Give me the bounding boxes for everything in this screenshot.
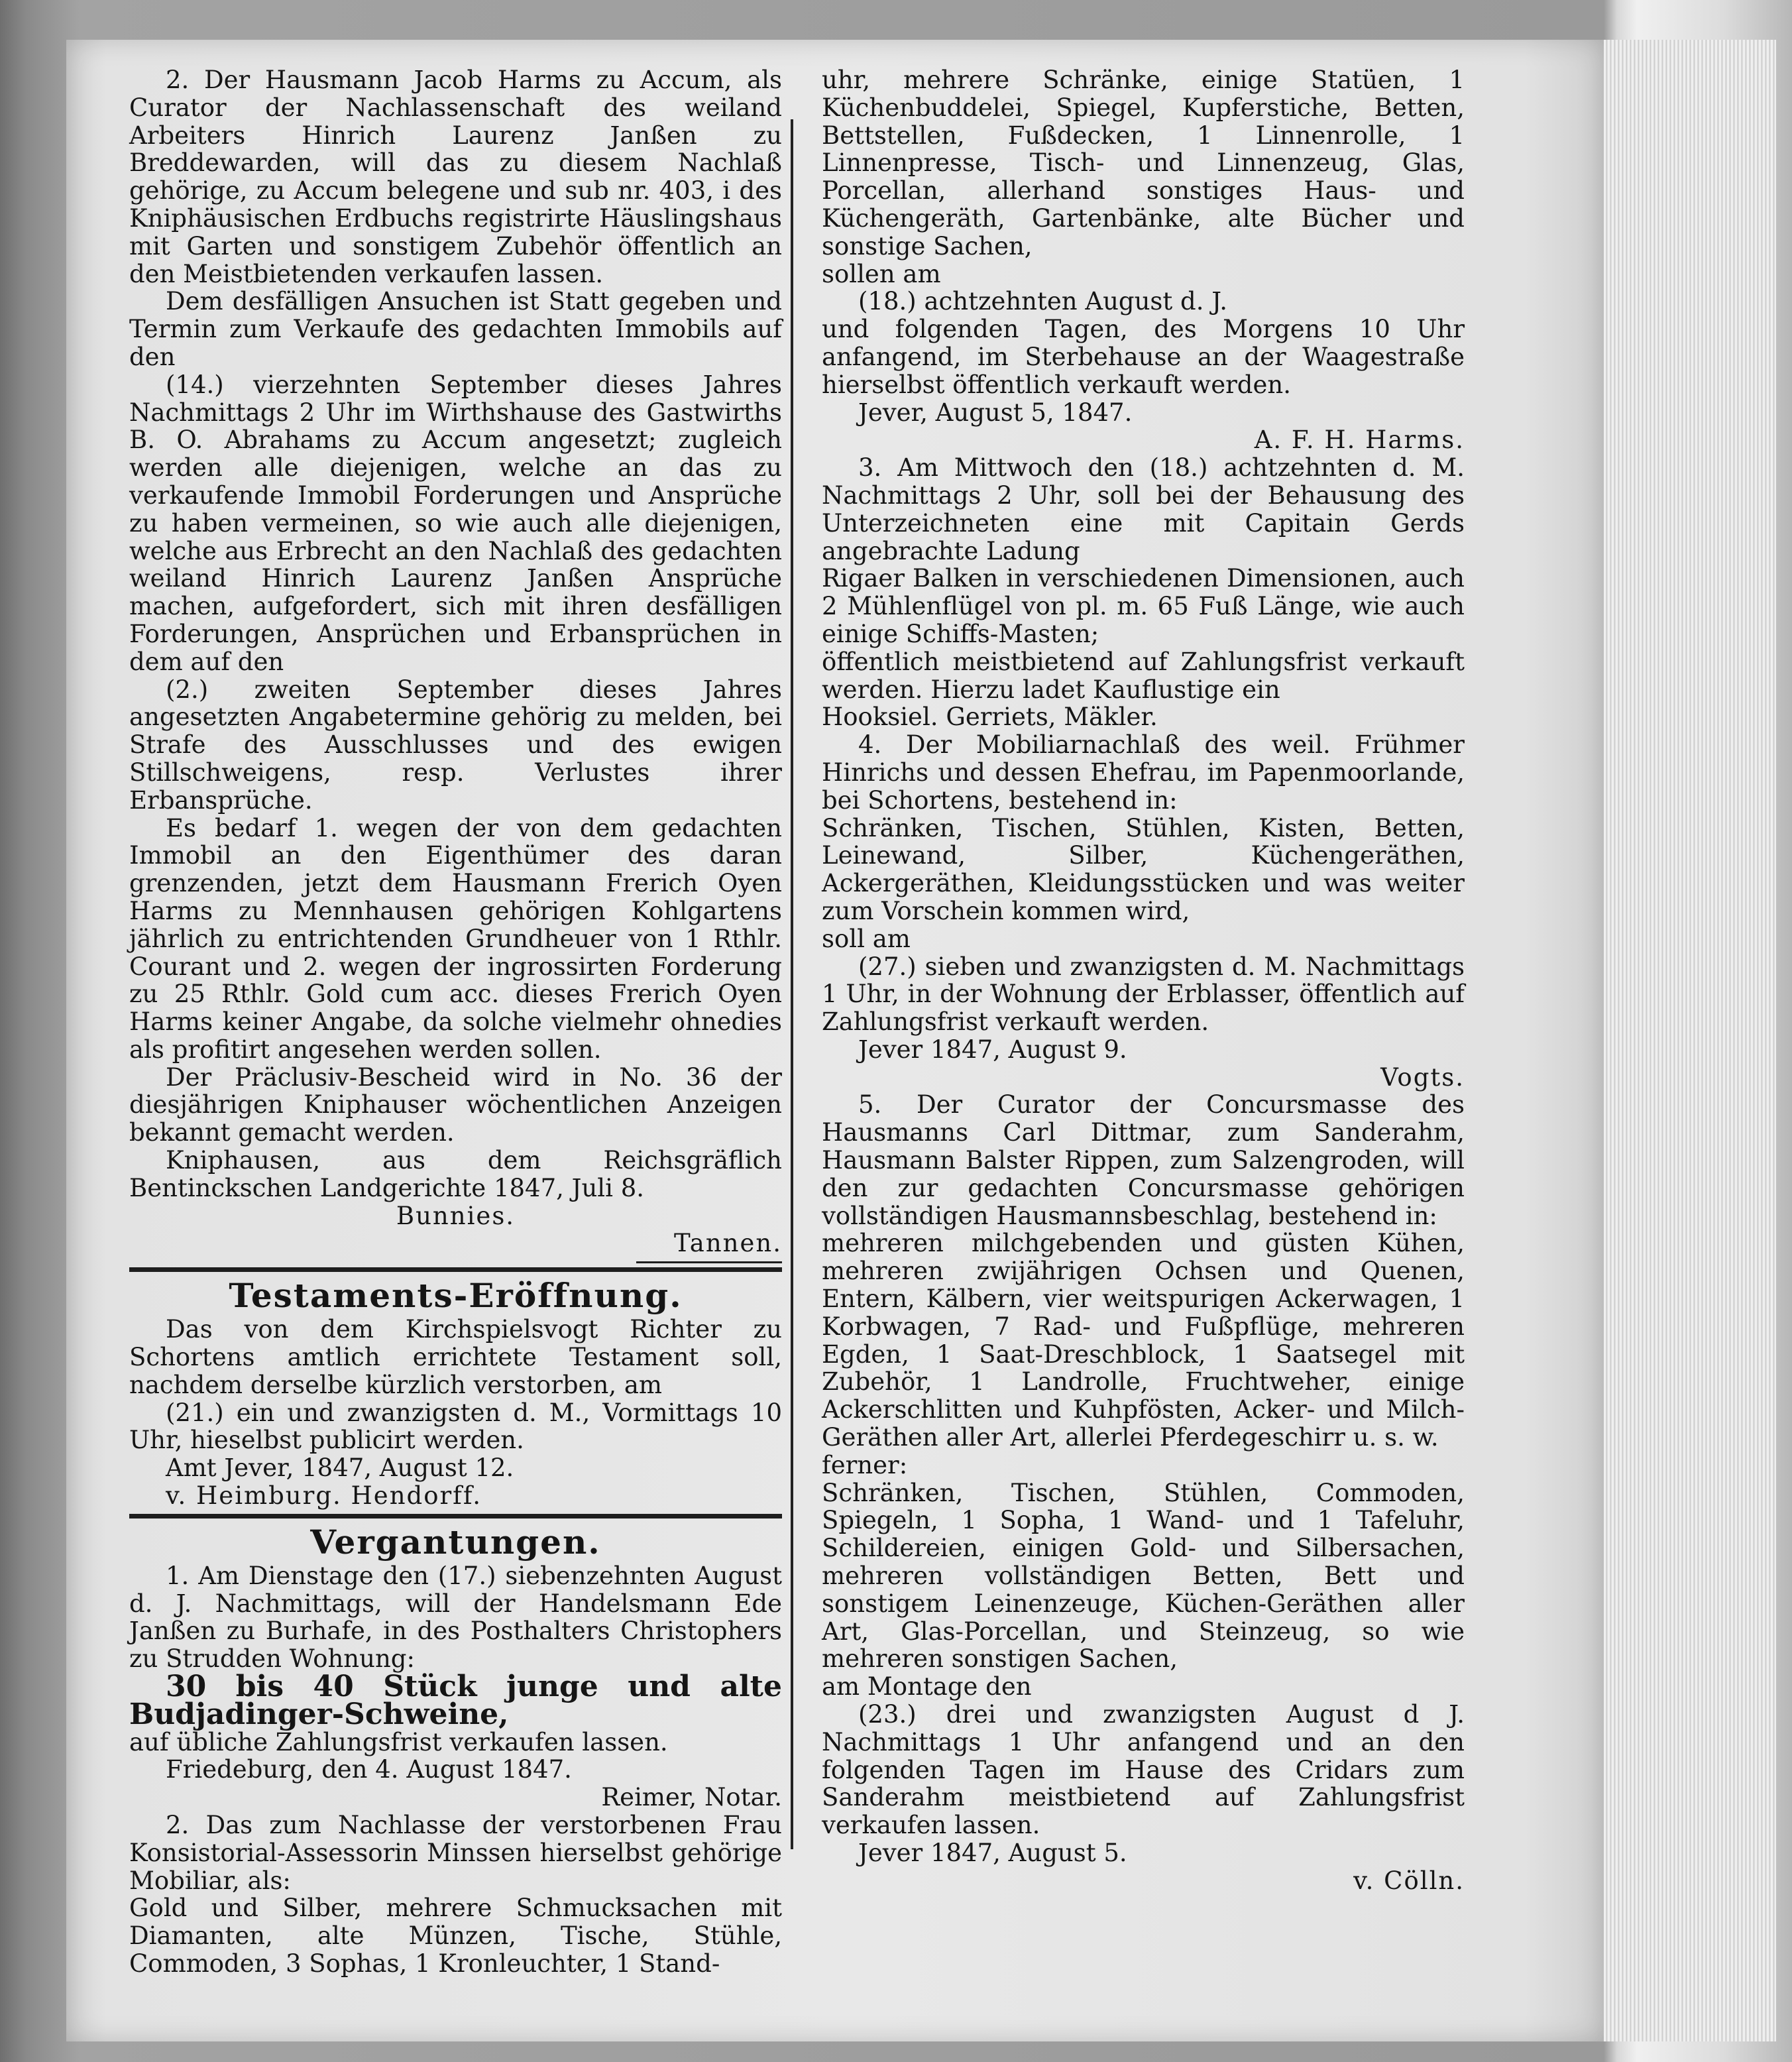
vergantungen-heading: Vergantungen. bbox=[310, 1522, 601, 1562]
paragraph-r22: (23.) drei und zwanzigsten August d J. Nachmittags 1 Uhr anfangend und an den folgenden Tagen im Hause des Cridars zum Sanderahm meistbietend auf Zahlungsfrist verkaufen lassen. bbox=[822, 1700, 1465, 1840]
paragraph-r10: Hooksiel. Gerriets, Mäkler. bbox=[822, 703, 1158, 732]
paragraph-r2: sollen am bbox=[822, 259, 941, 288]
paragraph-t4: v. Heimburg. Hendorff. bbox=[166, 1481, 482, 1511]
paragraph-v4: Friedeburg, den 4. August 1847. bbox=[166, 1755, 572, 1784]
notice-harms-accum bbox=[129, 66, 782, 1257]
paragraph-v5: Reimer, Notar. bbox=[601, 1783, 782, 1812]
paragraph-r7: 3. Am Mittwoch den (18.) achtzehnten d. M. Nachmittags 2 Uhr, soll bei der Behausung des Unterzeichneten eine mit Capitain Gerds angebrachte Ladung bbox=[822, 453, 1465, 565]
paragraph-r16: Vogts. bbox=[1380, 1062, 1465, 1092]
paragraph-t3: Amt Jever, 1847, August 12. bbox=[166, 1454, 514, 1483]
paragraph-t1: Das von dem Kirchspielsvogt Richter zu Schortens amtlich errichtete Testament soll, nachdem derselbe kürzlich verstorben, am bbox=[129, 1315, 782, 1399]
paragraph-r13: soll am bbox=[822, 924, 911, 953]
paragraph-v6: 2. Das zum Nachlasse der verstorbenen Frau Konsistorial-Assessorin Minssen hierselbst gehörige Mobiliar, als: bbox=[129, 1811, 782, 1895]
paragraph-r21: am Montage den bbox=[822, 1672, 1032, 1701]
paragraph-r11: 4. Der Mobiliarnachlaß des weil. Frühmer Hinrichs und dessen Ehefrau, im Papenmoorlande, bei Schortens, bestehend in: bbox=[822, 730, 1465, 815]
paragraph-r1: uhr, mehrere Schränke, einige Statüen, 1 Küchenbuddelei, Spiegel, Kupferstiche, Betten, Bettstellen, Fußdecken, 1 Linnenrolle, 1 Linnenpresse, Tisch- und Linnenzeug, Glas, Porcellan, allerhand sonstiges Haus- und Küchengeräth, Gartenbänke, alte Bücher und sonstige Sachen, bbox=[822, 66, 1465, 260]
paragraph-r20: Schränken, Tischen, Stühlen, Commoden, Spiegeln, 1 Sopha, 1 Wand- und 1 Tafeluhr, Schildereien, einigen Gold- und Silbersachen, mehreren vollständigen Betten, Bett und sonstigem Leinenzeuge, Küchen-Geräthen aller Art, Glas-Porcellan, und Steinzeug, so wie mehreren sonstigen Sachen, bbox=[822, 1478, 1465, 1674]
left-column bbox=[129, 66, 782, 1978]
paragraph-r6: A. F. H. Harms. bbox=[1254, 426, 1465, 455]
paragraph-r23: Jever 1847, August 5. bbox=[858, 1839, 1127, 1867]
paragraph-p8: Bunnies. bbox=[396, 1201, 516, 1230]
column-divider bbox=[791, 119, 793, 1849]
paragraph-r9: öffentlich meistbietend auf Zahlungsfrist verkauft werden. Hierzu ladet Kauflustige ein bbox=[822, 647, 1465, 704]
section-divider-2 bbox=[129, 1514, 782, 1518]
testament-heading: Testaments-Eröffnung. bbox=[229, 1276, 683, 1316]
notice-testament bbox=[129, 1316, 782, 1510]
paragraph-p5: Es bedarf 1. wegen der von dem gedachten Immobil an den Eigenthümer des daran grenzenden, jetzt dem Hausmann Frerich Oyen Harms zu Mennhausen gehörigen Kohlgartens jährlich zu entrichtenden Grundheuer von 1 Rthlr. Courant und 2. wegen der ingrossirten Forderung zu 25 Rthlr. Gold cum acc. dieses Frerich Oyen Harms keiner Angabe, da solche vielmehr ohnedies als profitirt angesehen werden sollen. bbox=[129, 813, 782, 1064]
paragraph-r24: v. Cölln. bbox=[1353, 1866, 1465, 1895]
paragraph-v7: Gold und Silber, mehrere Schmucksachen mit Diamanten, alte Münzen, Tische, Stühle, Commoden, 3 Sophas, 1 Kronleuchter, 1 Stand- bbox=[129, 1894, 782, 1978]
paragraph-r8: Rigaer Balken in verschiedenen Dimensionen, auch 2 Mühlenflügel von pl. m. 65 Fuß Länge, wie auch einige Schiffs-Masten; bbox=[822, 564, 1465, 648]
section-divider bbox=[129, 1267, 782, 1272]
page-edges bbox=[1604, 40, 1776, 2041]
paragraph-r18: mehreren milchgebenden und güsten Kühen, mehreren zwijährigen Ochsen und Quenen, Entern, Kälbern, vier weitspurigen Ackerwagen, 1 Korbwagen, 7 Rad- und Fußpflüge, mehreren Egden, 1 Saat-Dreschblock, 1 Saatsegel mit Zubehör, 1 Landrolle, Fruchtweher, einige Ackerschlitten und Kuhpfösten, Acker- und Milch-Geräthen aller Art, allerlei Pferdegeschirr u. s. w. bbox=[822, 1229, 1465, 1452]
right-column bbox=[822, 66, 1465, 1895]
paragraph-p1: 2. Der Hausmann Jacob Harms zu Accum, als Curator der Nachlassenschaft des weiland Arbeiters Hinrich Laurenz Janßen zu Breddewarden, will das zu diesem Nachlaß gehörige, zu Accum belegene und sub nr. 403, i des Kniphäusischen Erdbuchs registrirte Häuslingshaus mit Garten und sonstigem Zubehör öffentlich an den Meistbietenden verkaufen lassen. bbox=[129, 66, 782, 288]
paragraph-r12: Schränken, Tischen, Stühlen, Kisten, Betten, Leinewand, Silber, Küchengeräthen, Ackergeräthen, Kleidungsstücken und was weiter zum Vorschein kommen wird, bbox=[822, 813, 1465, 925]
paragraph-t2: (21.) ein und zwanzigsten d. M., Vormittags 10 Uhr, hieselbst publicirt werden. bbox=[129, 1398, 782, 1455]
paragraph-p6: Der Präclusiv-Bescheid wird in No. 36 der diesjährigen Kniphauser wöchentlichen Anzeigen bekannt gemacht werden. bbox=[129, 1062, 782, 1147]
paragraph-v3: auf übliche Zahlungsfrist verkaufen lassen. bbox=[129, 1727, 668, 1756]
paragraph-p4: (2.) zweiten September dieses Jahres angesetzten Angabetermine gehörig zu melden, bei Strafe des Ausschlusses und des ewigen Stillschweigens, resp. Verlustes ihrer Erbansprüche. bbox=[129, 675, 782, 815]
paragraph-p9: Tannen. bbox=[673, 1229, 782, 1258]
paragraph-v1: 1. Am Dienstage den (17.) siebenzehnten August d. J. Nachmittags, will der Handelsmann Ede Janßen zu Burhafe, in des Posthalters Christophers zu Strudden Wohnung: bbox=[129, 1561, 782, 1674]
paragraph-r15: Jever 1847, August 9. bbox=[858, 1035, 1127, 1064]
paragraph-r3: (18.) achtzehnten August d. J. bbox=[858, 287, 1227, 316]
paragraph-p7: Kniphausen, aus dem Reichsgräflich Bentinckschen Landgerichte 1847, Juli 8. bbox=[129, 1146, 782, 1202]
paragraph-r14: (27.) sieben und zwanzigsten d. M. Nachmittags 1 Uhr, in der Wohnung der Erblasser, öffentlich auf Zahlungsfrist verkauft werden. bbox=[822, 952, 1465, 1037]
paragraph-v2: 30 bis 40 Stück junge und alte Budjadinger-Schweine, bbox=[129, 1670, 782, 1731]
notice-vergantungen bbox=[129, 1562, 782, 1978]
paragraph-r17: 5. Der Curator der Concursmasse des Hausmanns Carl Dittmar, zum Sanderahm, Hausmann Balster Rippen, zum Salzengroden, will den zur gedachten Concursmasse gehörigen vollständigen Hausmannsbeschlag, bestehend in: bbox=[822, 1090, 1465, 1230]
paragraph-r4: und folgenden Tagen, des Morgens 10 Uhr anfangend, im Sterbehause an der Waagestraße hierselbst öffentlich verkauft werden. bbox=[822, 315, 1465, 399]
paragraph-p2: Dem desfälligen Ansuchen ist Statt gegeben und Termin zum Verkaufe des gedachten Immobils auf den bbox=[129, 287, 782, 371]
paragraph-r5: Jever, August 5, 1847. bbox=[858, 398, 1133, 427]
paragraph-r19: ferner: bbox=[822, 1450, 908, 1479]
paragraph-p3: (14.) vierzehnten September dieses Jahres Nachmittags 2 Uhr im Wirthshause des Gastwirths B. O. Abrahams zu Accum angesetzt; zugleich werden alle diejenigen, welche an das zu verkaufende Immobil Forderungen und Ansprüche zu haben vermeinen, so wie auch alle diejenigen, welche aus Erbrecht an den Nachlaß des gedachten weiland Hinrich Laurenz Janßen Ansprüche machen, aufgefordert, sich mit ihren desfälligen Forderungen, Ansprüchen und Erbansprüchen in dem auf den bbox=[129, 370, 782, 676]
short-rule bbox=[636, 1261, 782, 1263]
